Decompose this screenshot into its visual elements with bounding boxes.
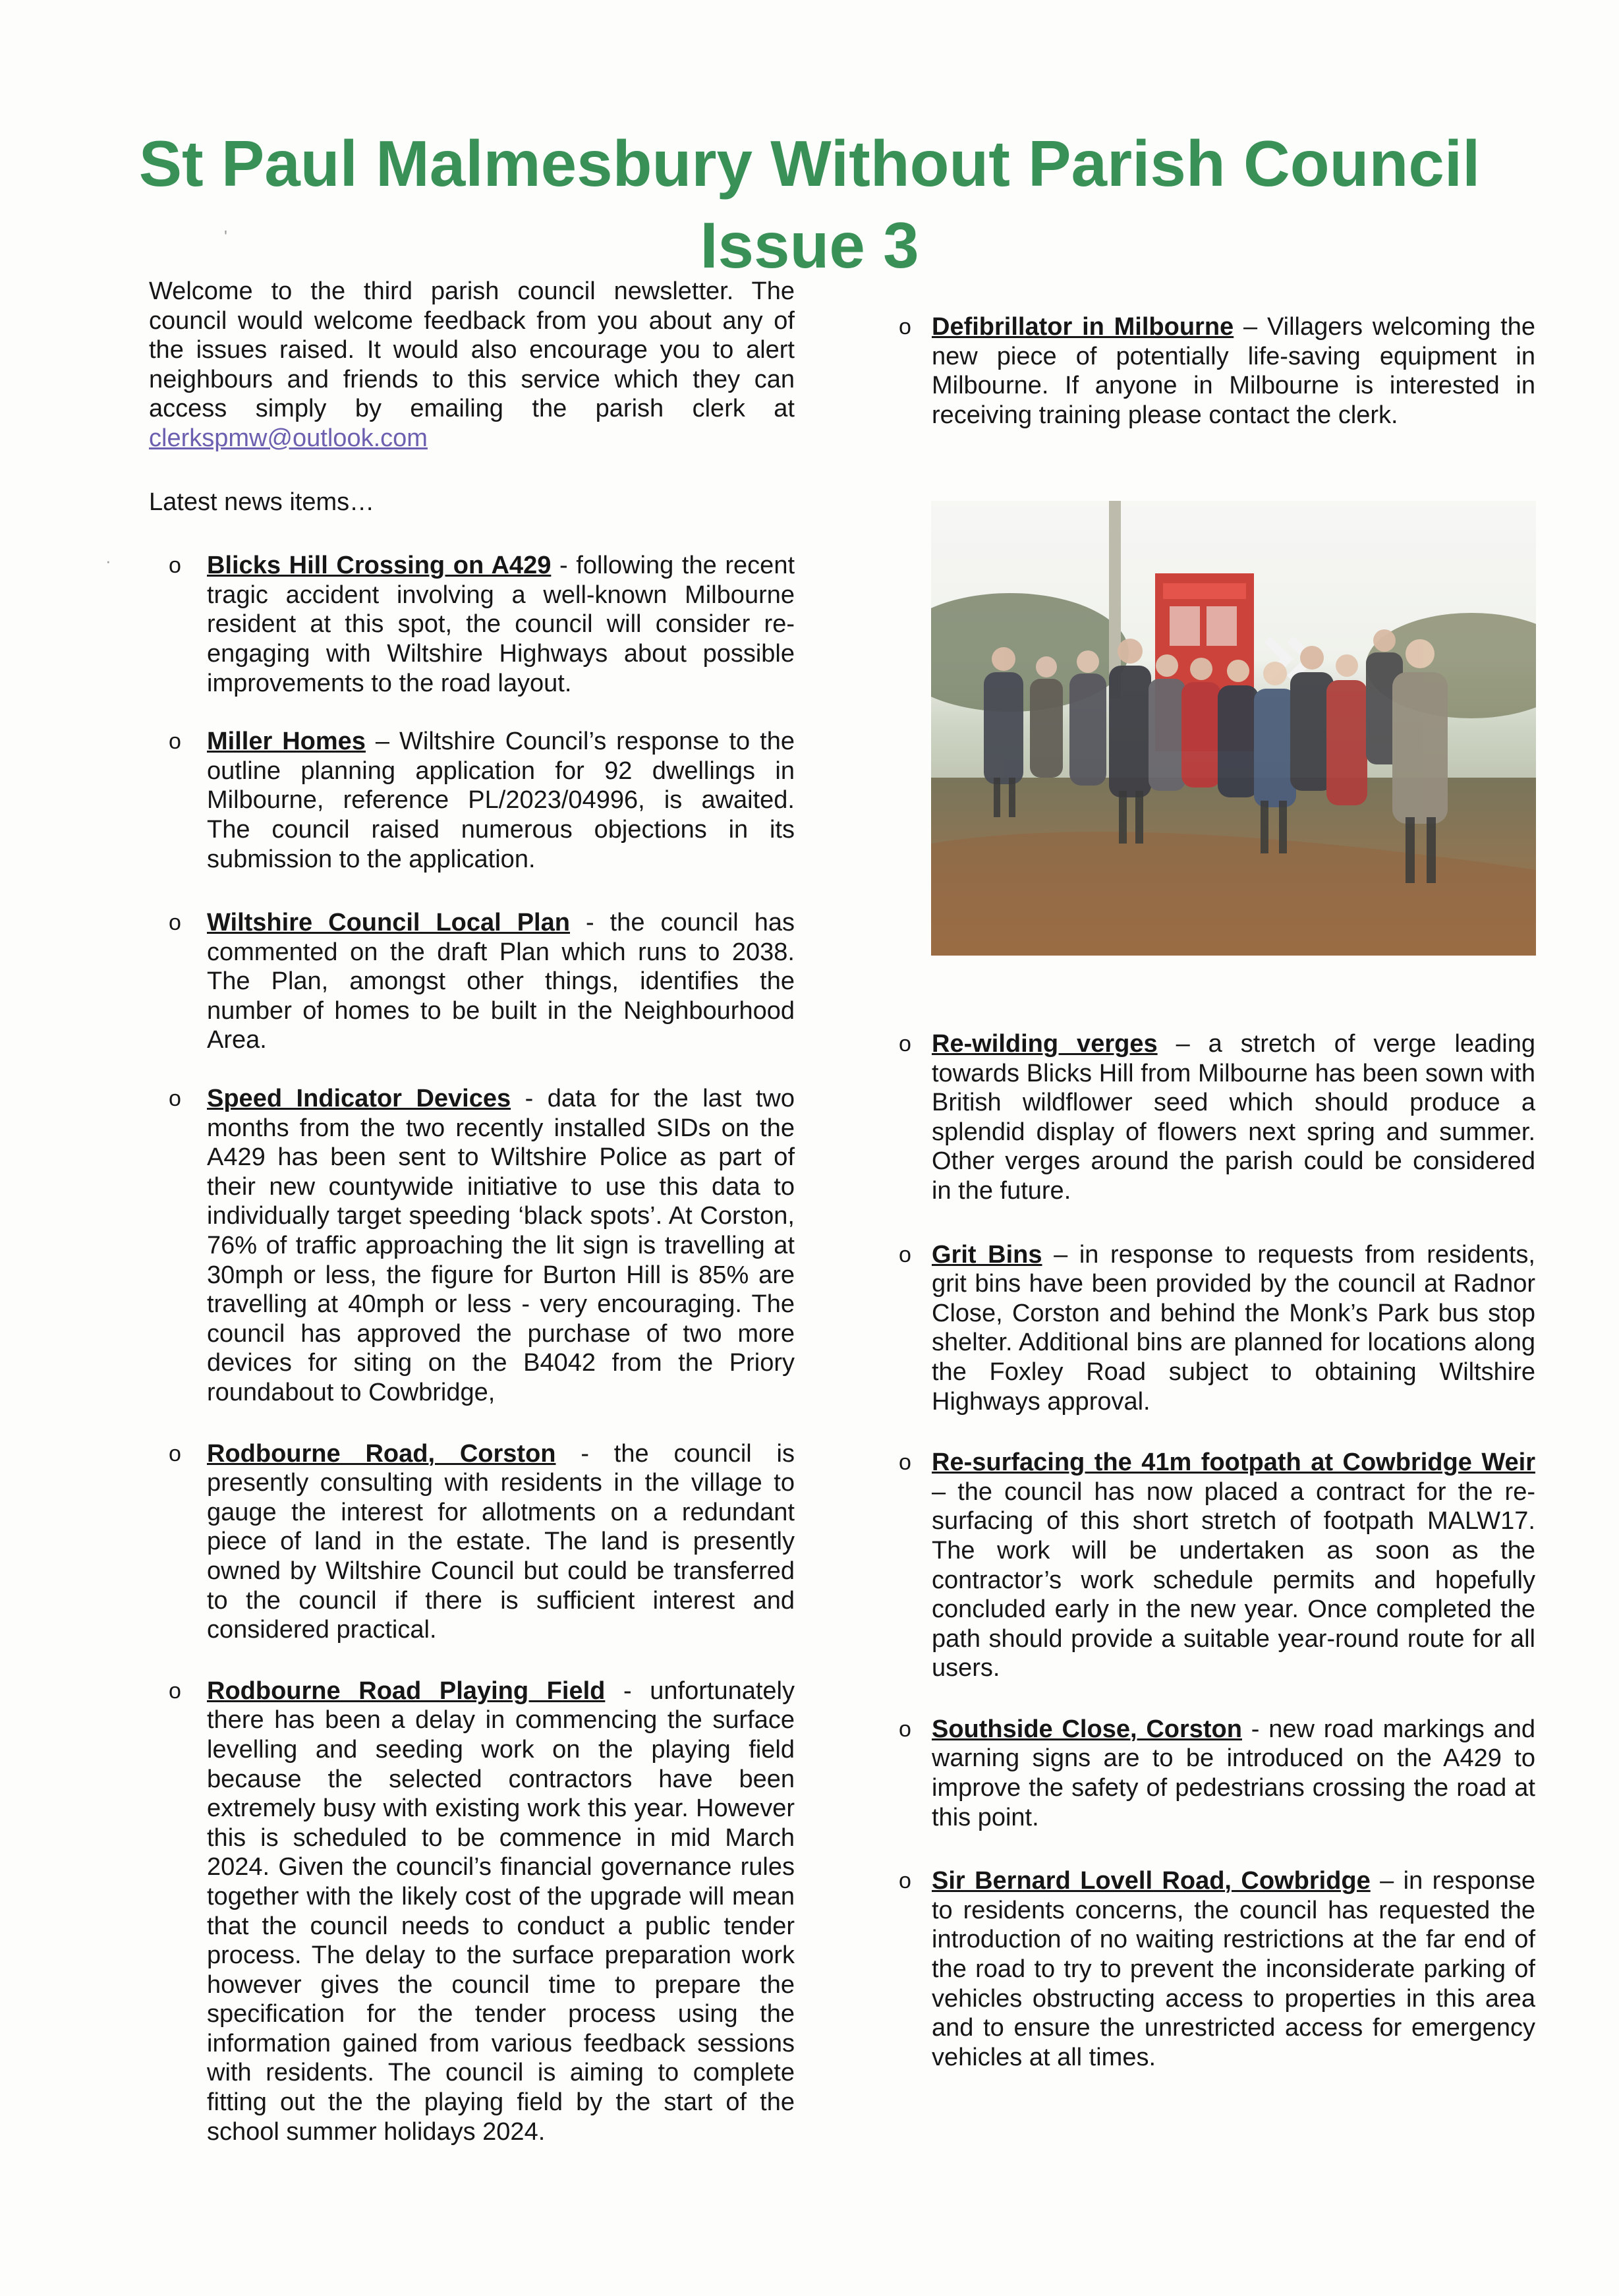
right-top-news-list: [899, 312, 1535, 430]
page-title: St Paul Malmesbury Without Parish Council: [138, 127, 1481, 200]
bullet-icon: o: [169, 910, 181, 936]
left-news-list: [149, 551, 795, 2146]
bullet-icon: o: [169, 729, 181, 755]
bullet-icon: o: [169, 1678, 181, 1704]
intro-paragraph: [149, 277, 795, 453]
intro-text: Welcome to the third parish council newsletter. The council would welcome feedback from you about any of the issues raised. It would also encourage you to alert neighbours and friends to this service which they can access simply by emailing the parish clerk at: [149, 277, 795, 423]
news-item-heading: Re-surfacing the 41m footpath at Cowbridge Weir: [932, 1449, 1535, 1477]
news-item-rewilding-verges: [899, 1029, 1535, 1206]
right-column-top: [899, 312, 1535, 430]
news-item-heading: Sir Bernard Lovell Road, Cowbridge: [932, 1867, 1371, 1895]
bullet-icon: o: [899, 1031, 911, 1056]
scan-mark: ʹ: [224, 227, 227, 246]
bullet-icon: o: [899, 1716, 911, 1742]
news-item-body: – in response to residents concerns, the council has requested the introduction of no waiting restrictions at the far end of the road to try to prevent the inconsiderate parking of vehicles obstructing access to properties in this area and to ensure the unrestricted access for emergency vehicles at all times.: [932, 1867, 1535, 2071]
news-item-blicks-hill: [149, 551, 795, 698]
news-item-heading: Rodbourne Road Playing Field: [207, 1677, 606, 1705]
news-item-heading: Southside Close, Corston: [932, 1715, 1242, 1743]
news-item-body: - unfortunately there has been a delay in commencing the surface levelling and seeding work on the playing field because the selected contractors have been extremely busy with existing work this year. However this is scheduled to be commence in mid March 2024. Given the council’s financial governance rules together with the likely cost of the upgrade will mean that the council needs to conduct a public tender process. The delay to the surface preparation work however gives the council time to prepare the specification for the tender process using the information gained from various feedback sessions with residents. The council is aiming to complete fitting out the the playing field by the start of the school summer holidays 2024.: [207, 1677, 795, 2146]
news-item-playing-field: [149, 1677, 795, 2147]
bullet-icon: o: [169, 1086, 181, 1112]
news-item-body: - data for the last two months from the two recently installed SIDs on the A429 has been sent to Wiltshire Police as part of their new countywide initiative to use this data to individually target speeding ‘black spots’. At Corston, 76% of traffic approaching the lit sign is travelling at 30mph or less, the figure for Burton Hill is 85% are travelling at 40mph or less - very encouraging. The council has approved the purchase of two more devices for siting on the B4042 from the Priory roundabout to Cowbridge,: [207, 1085, 795, 1406]
news-item-heading: Miller Homes: [207, 728, 366, 756]
bullet-icon: o: [899, 1242, 911, 1267]
news-item-body: - new road markings and warning signs are to be introduced on the A429 to improve the safety of pedestrians crossing the road at this point.: [932, 1715, 1535, 1831]
clerk-email-link[interactable]: clerkspmw@outlook.com: [149, 424, 428, 452]
news-item-heading: Wiltshire Council Local Plan: [207, 909, 570, 937]
right-news-list: [899, 1029, 1535, 2072]
defibrillator-group-photo: [931, 501, 1536, 956]
bullet-icon: o: [169, 1441, 181, 1466]
news-item-footpath-resurfacing: [899, 1448, 1535, 1683]
news-item-heading: Defibrillator in Milbourne: [932, 313, 1234, 341]
news-item-heading: Rodbourne Road, Corston: [207, 1439, 556, 1468]
news-item-heading: Speed Indicator Devices: [207, 1085, 511, 1113]
scan-mark: ·: [105, 551, 111, 571]
news-item-body: – Villagers welcoming the new piece of potentially life-saving equipment in Milbourne. If anyone in Milbourne is interested in receiving training please contact the clerk.: [932, 313, 1535, 429]
news-item-grit-bins: [899, 1240, 1535, 1417]
issue-number: Issue 3: [700, 209, 919, 281]
bullet-icon: o: [899, 314, 911, 339]
news-item-body: – the council has now placed a contract for the re-surfacing of this short stretch of footpath MALW17. The work will be undertaken as soon as the contractor’s work schedule permits and hopefully concluded early in the new year. Once completed the path should provide a suitable year-round route for all users.: [932, 1478, 1535, 1682]
bullet-icon: o: [169, 553, 181, 579]
news-item-rodbourne-road: [149, 1439, 795, 1645]
news-item-southside-close: [899, 1715, 1535, 1832]
news-item-body: - following the recent tragic accident involving a well-known Milbourne resident at this spot, the council will consider re-engaging with Wiltshire Highways about possible improvements to the road layout.: [207, 552, 795, 697]
news-item-heading: Grit Bins: [932, 1240, 1042, 1269]
news-item-body: – Wiltshire Council’s response to the outline planning application for 92 dwellings in Milbourne, reference PL/2023/04996, is awaited. The council raised numerous objections in its submission to the application.: [207, 728, 795, 873]
bullet-icon: o: [899, 1868, 911, 1894]
news-item-body: - the council has commented on the draft Plan which runs to 2038. The Plan, amongst other things, identifies the number of homes to be built in the Neighbourhood Area.: [207, 909, 795, 1054]
news-item-defibrillator: [899, 312, 1535, 430]
news-item-body: – in response to requests from residents, grit bins have been provided by the council at Radnor Close, Corston and behind the Monk’s Park bus stop shelter. Additional bins are planned for locations along the Foxley Road subject to obtaining Wiltshire Highways approval.: [932, 1240, 1535, 1416]
news-item-bernard-lovell-road: [899, 1866, 1535, 2072]
news-item-body: - the council is presently consulting with residents in the village to gauge the interest for allotments on a redundant piece of land in the estate. The land is presently owned by Wiltshire Council but could be transferred to the council if there is sufficient interest and considered practical.: [207, 1439, 795, 1644]
news-item-heading: Re-wilding verges: [932, 1030, 1158, 1058]
news-item-body: – a stretch of verge leading towards Blicks Hill from Milbourne has been sown with British wildflower seed which should produce a splendid display of flowers next spring and summer. Other verges around the parish could be considered in the future.: [932, 1030, 1535, 1205]
left-column: [149, 277, 795, 2146]
right-column-bottom: [899, 1029, 1535, 2072]
news-item-heading: Blicks Hill Crossing on A429: [207, 552, 552, 580]
news-item-speed-indicators: [149, 1084, 795, 1408]
news-item-local-plan: [149, 908, 795, 1055]
news-item-miller-homes: [149, 727, 795, 874]
bullet-icon: o: [899, 1450, 911, 1476]
latest-news-label: Latest news items…: [149, 488, 375, 516]
